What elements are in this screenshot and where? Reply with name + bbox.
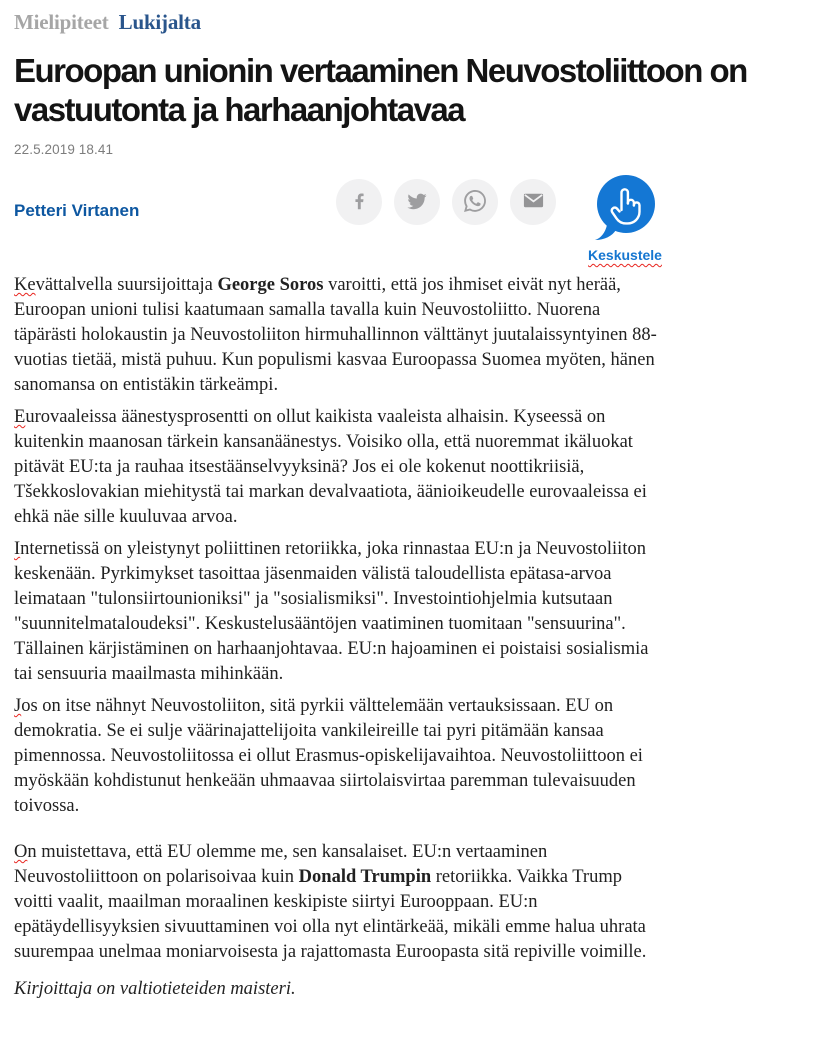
article-body [14,273,662,965]
discuss-widget [588,173,662,265]
bold-name: Donald Trumpin [298,867,432,887]
paragraph: Internetissä on yleistynyt poliittinen retoriikka, joka rinnastaa EU:n ja Neuvostoliiton keskenään. Pyrkimykset tasoittaa jäsenmaiden välistä taloudellista epätasa-arvoa leimataan "tulonsiirtounioniksi" ja "sosialismiksi". Investointiohjelmia kutsutaan "suunnitelmataloudeksi". Keskustelusääntöjen vaatiminen tuomitaan "sensuurina". Tällainen kärjistäminen on harhaanjohtavaa. EU:n hajoaminen ei poistaisi sosialismia tai sensuuria maailmasta mihinkään. [14,539,649,684]
page-title: Euroopan unionin vertaaminen Neuvostoliittoon on vastuutonta ja harhaanjohtavaa [14,52,747,128]
facebook-share-button[interactable] [336,179,382,225]
breadcrumb [14,10,818,35]
twitter-share-button[interactable] [394,179,440,225]
bold-name: George Soros [217,275,324,295]
share-buttons [336,179,556,265]
author-bio-note: Kirjoittaja on valtiotieteiden maisteri. [14,979,296,999]
email-share-button[interactable] [510,179,556,225]
spellcheck-underline: E [14,407,26,427]
email-icon [522,189,545,215]
discuss-label[interactable]: Keskustele [588,247,662,263]
paragraph: Kevättalvella suursijoittaja George Soros varoitti, että jos ihmiset eivät nyt herää, Euroopan unioni tulisi kaatumaan samalla tavalla kuin Neuvostoliitto. Nuorena täpärästi holokaustin ja Neuvostoliiton hirmuhallinnon välttänyt juutalaissyntyinen 88-vuotias tietää, mistä puhuu. Kun populismi kasvaa Euroopassa Suomea myöten, hänen sanomansa on entistäkin tärkeämpi. [14,275,657,395]
speech-bubble-hand-pointer-icon [592,231,658,246]
discuss-button[interactable] [592,173,658,246]
whatsapp-icon [464,190,486,215]
paragraph: On muistettava, että EU olemme me, sen kansalaiset. EU:n vertaaminen Neuvostoliittoon on polarisoivaa kuin Donald Trumpin retoriikka. Vaikka Trump voitti vaalit, maailman moraalinen keskipiste siirtyi Eurooppaan. EU:n epätäydellisyyksien sivuuttaminen voi olla nyt elintärkeää, mikäli emme halua uhrata suurempaa unelmaa moniarvoisesta ja rajattomasta Euroopasta sitä repiville voimille. [14,842,647,962]
author-link[interactable]: Petteri Virtanen [14,201,140,220]
spellcheck-underline: O [14,842,28,862]
twitter-icon [406,190,428,215]
paragraph: Jos on itse nähnyt Neuvostoliiton, sitä pyrkii välttelemään vertauksissaan. EU on demokratia. Se ei sulje väärinajattelijoita vankileireille tai pyri pitämään kansaa pimennossa. Neuvostoliitossa ei ollut Erasmus-opiskelijavaihtoa. Neuvostoliittoon ei myöskään kohdistunut henkeään uhmaavaa siirtolaisvirtaa paremman tulevaisuuden toivossa. [14,696,643,816]
whatsapp-share-button[interactable] [452,179,498,225]
spellcheck-underline: Ke [14,275,36,295]
paragraph: Eurovaaleissa äänestysprosentti on ollut kaikista vaaleista alhaisin. Kyseessä on kuitenkin maanosan tärkein kansanäänestys. Voisiko olla, että nuoremmat ikäluokat pitävät EU:ta ja rauhaa itsestäänselvyyksinä? Jos ei ole kokenut noottikriisiä, Tšekkoslovakian miehitystä tai markan devalvaatiota, äänioikeudelle eurovaaleissa ei ehkä näe sille kuuluvaa arvoa. [14,407,647,527]
spellcheck-underline: J [14,696,22,716]
author-share-row [14,173,662,265]
publish-timestamp: 22.5.2019 18.41 [14,142,114,157]
article-content [14,173,662,1030]
breadcrumb-subsection-lukijalta[interactable]: Lukijalta [118,10,201,34]
breadcrumb-section-mielipiteet[interactable]: Mielipiteet [14,10,109,34]
spellcheck-underline: I [14,539,21,559]
facebook-icon [349,190,370,214]
